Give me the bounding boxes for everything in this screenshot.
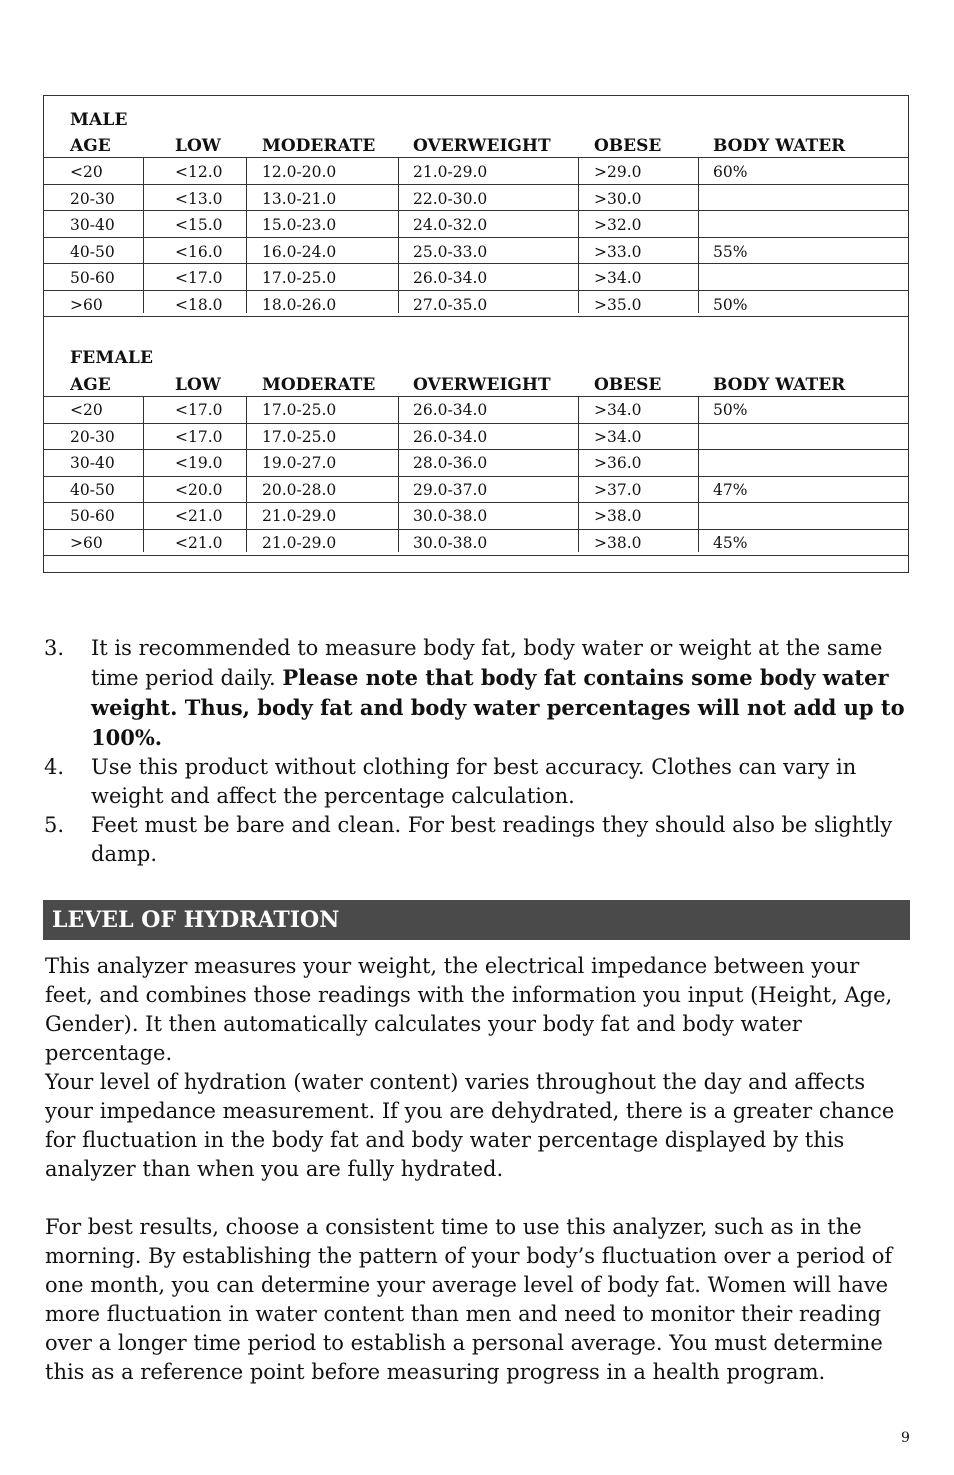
table-cell: <15.0 [175, 216, 223, 234]
table-cell: <18.0 [175, 296, 223, 314]
table-cell: 25.0-33.0 [413, 243, 488, 261]
table-cell: 40-50 [70, 243, 115, 261]
table-cell: >33.0 [594, 243, 642, 261]
table-cell: 15.0-23.0 [262, 216, 337, 234]
table-cell: <20 [70, 163, 103, 181]
table-cell: 27.0-35.0 [413, 296, 488, 314]
row-divider [43, 529, 909, 530]
table-cell: >32.0 [594, 216, 642, 234]
note-number: 3. [44, 636, 65, 660]
table-cell: 12.0-20.0 [262, 163, 337, 181]
column-header: BODY WATER [713, 136, 846, 156]
table-cell: <19.0 [175, 454, 223, 472]
table-cell: 55% [713, 243, 748, 261]
table-cell: 45% [713, 534, 748, 552]
table-cell: <20 [70, 401, 103, 419]
column-header: AGE [70, 375, 111, 395]
note-item-4 [44, 753, 910, 811]
table-cell: >34.0 [594, 269, 642, 287]
table-cell: 60% [713, 163, 748, 181]
table-cell: 40-50 [70, 481, 115, 499]
column-header: OBESE [594, 136, 662, 156]
table-cell: 16.0-24.0 [262, 243, 337, 261]
table-cell: 22.0-30.0 [413, 190, 488, 208]
table-cell: 30-40 [70, 216, 115, 234]
column-header: BODY WATER [713, 375, 846, 395]
column-divider [143, 396, 144, 552]
note-number: 4. [44, 755, 65, 779]
note-text: Use this product without clothing for best accuracy. Clothes can vary in weight and affect the percentage calculation. [91, 755, 857, 808]
row-divider [43, 555, 909, 556]
table-cell: 20.0-28.0 [262, 481, 337, 499]
table-cell: 47% [713, 481, 748, 499]
table-cell: <17.0 [175, 428, 223, 446]
row-divider [43, 184, 909, 185]
column-divider [143, 157, 144, 313]
row-divider [43, 263, 909, 264]
row-divider [43, 316, 909, 317]
column-header: OVERWEIGHT [413, 375, 551, 395]
table-cell: <21.0 [175, 507, 223, 525]
column-divider [578, 157, 579, 313]
column-divider [698, 157, 699, 313]
column-divider [246, 157, 247, 313]
column-header: MODERATE [262, 136, 376, 156]
male-label: MALE [70, 110, 128, 130]
table-cell: 26.0-34.0 [413, 401, 488, 419]
section-heading: LEVEL OF HYDRATION [43, 900, 910, 940]
notes-list [44, 634, 910, 869]
table-cell: >37.0 [594, 481, 642, 499]
table-cell: >34.0 [594, 428, 642, 446]
row-divider [43, 476, 909, 477]
note-number: 5. [44, 813, 65, 837]
row-divider [43, 157, 909, 158]
table-cell: <20.0 [175, 481, 223, 499]
table-cell: >60 [70, 296, 103, 314]
table-cell: 26.0-34.0 [413, 269, 488, 287]
note-item-3 [44, 634, 910, 753]
table-cell: 21.0-29.0 [262, 534, 337, 552]
column-divider [398, 157, 399, 313]
column-divider [698, 396, 699, 552]
female-label: FEMALE [70, 348, 154, 368]
table-cell: 28.0-36.0 [413, 454, 488, 472]
column-divider [398, 396, 399, 552]
table-cell: 17.0-25.0 [262, 401, 337, 419]
table-cell: 21.0-29.0 [262, 507, 337, 525]
table-cell: 50% [713, 296, 748, 314]
row-divider [43, 396, 909, 397]
column-header: LOW [175, 375, 221, 395]
note-text: Feet must be bare and clean. For best readings they should also be slightly damp. [91, 813, 893, 866]
row-divider [43, 423, 909, 424]
table-cell: 30.0-38.0 [413, 507, 488, 525]
row-divider [43, 290, 909, 291]
column-header: MODERATE [262, 375, 376, 395]
table-cell: 20-30 [70, 190, 115, 208]
table-cell: >35.0 [594, 296, 642, 314]
hydration-paragraph-1: This analyzer measures your weight, the electrical impedance between your feet, and combines those readings with the information you input (Height, Age, Gender). It then automatically calculates your body fat and body water percentage. [45, 954, 893, 1065]
note-item-5 [44, 811, 910, 869]
table-cell: 24.0-32.0 [413, 216, 488, 234]
table-cell: 17.0-25.0 [262, 269, 337, 287]
row-divider [43, 502, 909, 503]
table-cell: 13.0-21.0 [262, 190, 337, 208]
table-cell: 21.0-29.0 [413, 163, 488, 181]
table-cell: 19.0-27.0 [262, 454, 337, 472]
table-cell: 26.0-34.0 [413, 428, 488, 446]
table-cell: >38.0 [594, 534, 642, 552]
row-divider [43, 237, 909, 238]
column-header: LOW [175, 136, 221, 156]
table-cell: 18.0-26.0 [262, 296, 337, 314]
table-cell: <16.0 [175, 243, 223, 261]
table-cell: >60 [70, 534, 103, 552]
note-text: It is recommended to measure body fat, body water or weight at the same time period daily. [91, 636, 883, 690]
table-cell: <12.0 [175, 163, 223, 181]
page-number: 9 [901, 1430, 910, 1446]
column-header: OBESE [594, 375, 662, 395]
table-cell: 50-60 [70, 269, 115, 287]
column-divider [246, 396, 247, 552]
row-divider [43, 210, 909, 211]
column-header: OVERWEIGHT [413, 136, 551, 156]
table-cell: 30.0-38.0 [413, 534, 488, 552]
table-cell: <21.0 [175, 534, 223, 552]
table-cell: 17.0-25.0 [262, 428, 337, 446]
column-divider [578, 396, 579, 552]
table-cell: <17.0 [175, 401, 223, 419]
table-cell: >34.0 [594, 401, 642, 419]
table-cell: 29.0-37.0 [413, 481, 488, 499]
hydration-paragraph-3: For best results, choose a consistent time to use this analyzer, such as in the morning. By establishing the pattern of your body’s fluctuation over a period of one month, you can determine your average level of body fat. Women will have more fluctuation in water content than men and need to monitor their reading over a longer time period to establish a personal average. You must determine this as a reference point before measuring progress in a health program. [45, 1215, 893, 1384]
table-cell: >38.0 [594, 507, 642, 525]
table-cell: 50% [713, 401, 748, 419]
row-divider [43, 449, 909, 450]
table-cell: 20-30 [70, 428, 115, 446]
table-cell: >36.0 [594, 454, 642, 472]
hydration-paragraph-2: Your level of hydration (water content) varies throughout the day and affects your impedance measurement. If you are dehydrated, there is a greater chance for fluctuation in the body fat and body water percentage displayed by this analyzer than when you are fully hydrated. [45, 1070, 895, 1181]
table-cell: 30-40 [70, 454, 115, 472]
table-cell: 50-60 [70, 507, 115, 525]
column-header: AGE [70, 136, 111, 156]
table-cell: <13.0 [175, 190, 223, 208]
table-cell: >29.0 [594, 163, 642, 181]
table-cell: <17.0 [175, 269, 223, 287]
table-cell: >30.0 [594, 190, 642, 208]
note-emphasis: Please note that body fat contains some body water weight. Thus, body fat and body water percentages will not add up to 100%. [91, 665, 905, 750]
